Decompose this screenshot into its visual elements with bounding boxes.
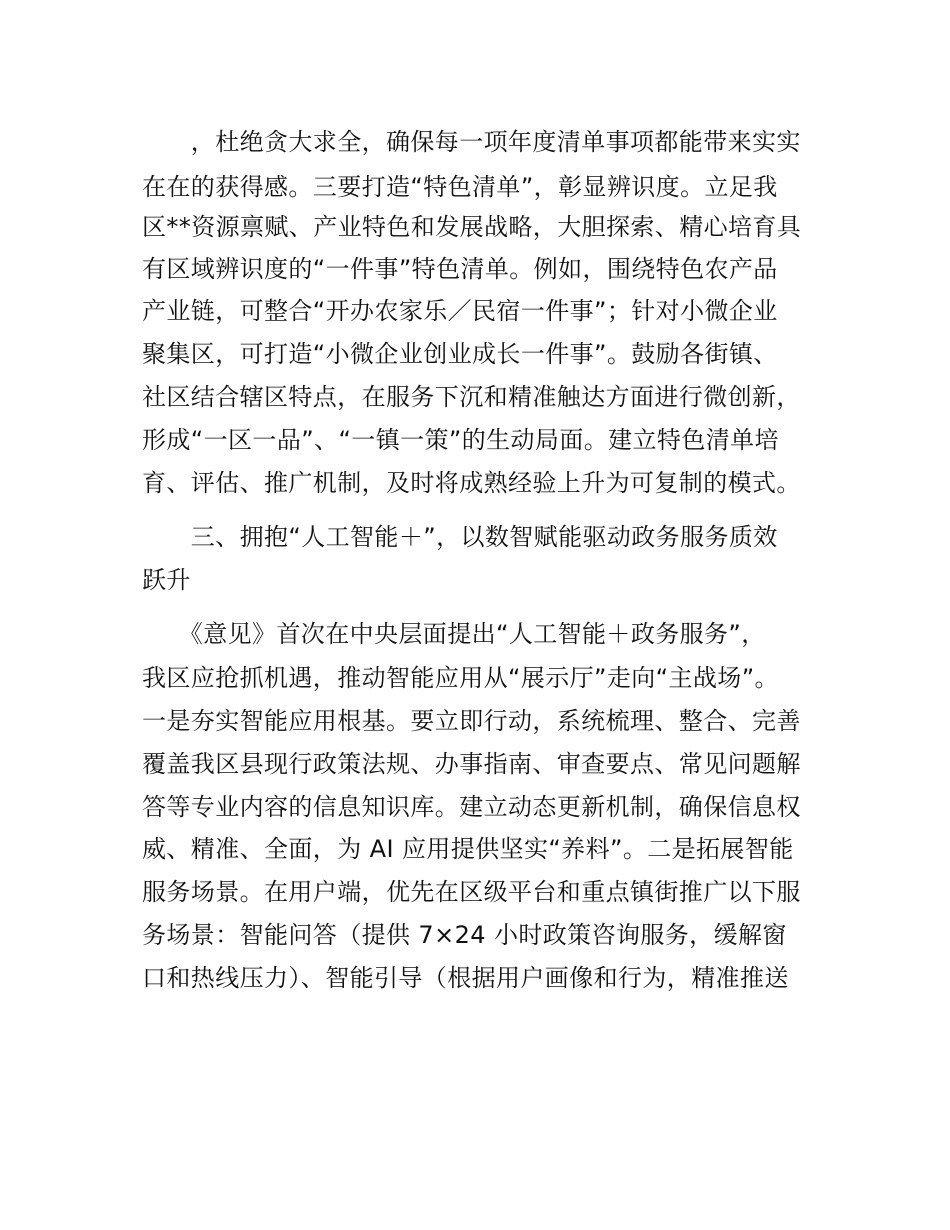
- text-line: 区**资源禀赋、产业特色和发展战略，大胆探索、精心培育具: [142, 213, 802, 241]
- section-heading: 三、拥抱“人工智能＋”，以数智赋能驱动政务服务质效: [142, 523, 778, 551]
- text-line: ，杜绝贪大求全，确保每一项年度清单事项都能带来实实: [142, 128, 801, 156]
- section-heading: 跃升: [142, 566, 191, 594]
- text-line: 服务场景。在用户端，优先在区级平台和重点镇街推广以下服: [142, 878, 801, 906]
- text-line: 覆盖我区县现行政策法规、办事指南、审查要点、常见问题解: [142, 750, 801, 778]
- text-line: 口和热线压力）、智能引导（根据用户画像和行为，精准推送: [142, 964, 789, 992]
- text-line: 社区结合辖区特点，在服务下沉和精准触达方面进行微创新，: [142, 383, 801, 411]
- text-line: 一是夯实智能应用根基。要立即行动，系统梳理、整合、完善: [142, 707, 801, 735]
- text-line: 育、评估、推广机制，及时将成熟经验上升为可复制的模式。: [142, 469, 801, 497]
- text-line: 产业链，可整合“开办农家乐／民宿一件事”；针对小微企业: [142, 297, 778, 325]
- text-line: 形成“一区一品”、“一镇一策”的生动局面。建立特色清单培: [142, 426, 779, 454]
- text-line: 聚集区，可打造“小微企业创业成长一件事”。鼓励各街镇、: [142, 340, 778, 368]
- text-line: 在在的获得感。三要打造“特色清单”，彰显辨识度。立足我: [142, 173, 778, 201]
- text-line: 《意见》首次在中央层面提出“人工智能＋政务服务”，: [142, 620, 766, 648]
- text-line: 答等专业内容的信息知识库。建立动态更新机制，确保信息权: [142, 793, 801, 821]
- text-line: 有区域辨识度的“一件事”特色清单。例如，围绕特色农产品: [142, 255, 778, 283]
- text-line: 威、精准、全面，为 AI 应用提供坚实“养料”。二是拓展智能: [142, 835, 794, 863]
- text-line: 务场景：智能问答（提供 7×24 小时政策咨询服务，缓解窗: [142, 921, 787, 949]
- text-line: 我区应抢抓机遇，推动智能应用从“展示厅”走向“主战场”。: [142, 664, 779, 692]
